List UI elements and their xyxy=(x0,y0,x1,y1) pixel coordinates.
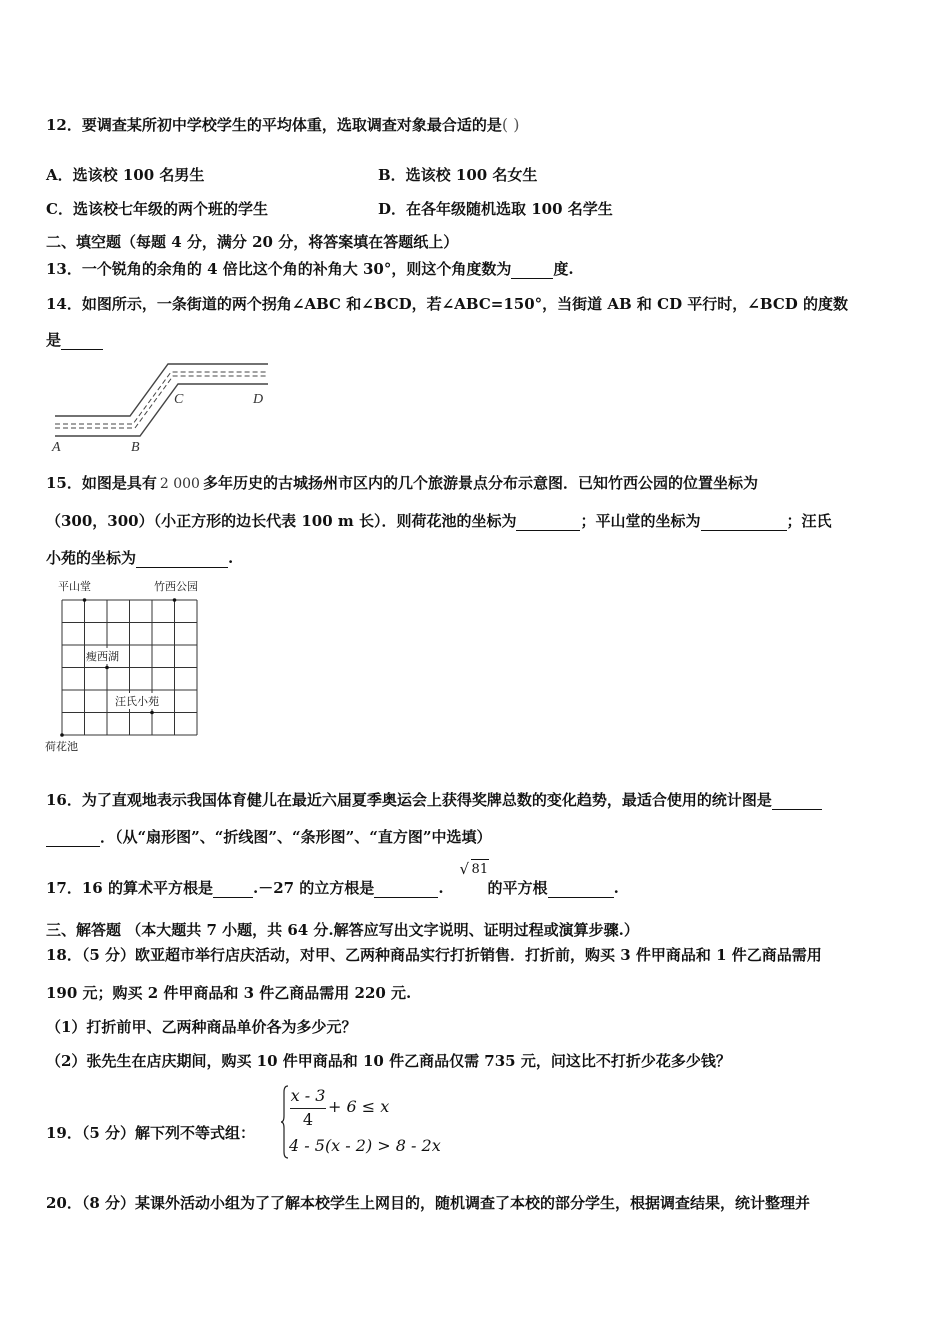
q14-line1: 14．如图所示，一条街道的两个拐角∠ABC 和∠BCD，若∠ABC=150°，当街道 AB 和 CD 平行时，∠BCD 的度数 xyxy=(46,295,848,313)
point-shouxihu xyxy=(105,666,109,670)
q17-b: .－27 的立方根是 xyxy=(252,879,375,897)
q15-line2 xyxy=(46,511,832,531)
section-3-heading: 三、解答题 （本大题共 7 小题，共 64 分.解答应写出文字说明、证明过程或演算步骤.） xyxy=(46,921,639,939)
section-2-heading: 二、填空题（每题 4 分，满分 20 分，将答案填在答题纸上） xyxy=(46,233,459,251)
q17-e: . xyxy=(613,879,619,897)
label-wangshi: 汪氏小苑 xyxy=(115,695,159,708)
point-pingshantang xyxy=(83,598,87,602)
label-d: D xyxy=(253,392,264,407)
q17-blank-2[interactable] xyxy=(374,881,438,898)
q15-line2-c: ；汪氏 xyxy=(786,512,832,530)
q14-blank[interactable] xyxy=(61,333,103,350)
q12-option-b: B．选该校 100 名女生 xyxy=(378,166,538,184)
q20-line1: 20．（8 分）某课外活动小组为了了解本校学生上网目的，随机调查了本校的部分学生，根据调查结果，统计整理并 xyxy=(46,1194,811,1212)
q19-label: 19．（5 分）解下列不等式组： xyxy=(46,1124,256,1142)
q12-answer-paren: ( ) xyxy=(501,115,520,134)
q12-option-c: C．选该校七年级的两个班的学生 xyxy=(46,200,268,218)
street-upper-edge xyxy=(55,364,268,416)
q17 xyxy=(46,860,619,898)
q16-line2 xyxy=(46,827,492,847)
q15-blank-wangshi[interactable] xyxy=(136,551,228,568)
q13-text: 13．一个锐角的余角的 4 倍比这个角的补角大 30°，则这个角度数为 xyxy=(46,260,512,278)
q15-blank-hehuachi[interactable] xyxy=(516,514,580,531)
q16-line1 xyxy=(46,790,822,810)
q15-line1 xyxy=(46,473,758,494)
label-hehuachi: 荷花池 xyxy=(45,740,78,753)
q15-line3 xyxy=(46,548,233,568)
point-wangshi xyxy=(150,711,154,715)
q17-blank-1[interactable] xyxy=(213,881,253,898)
sqrt-81 xyxy=(444,860,489,893)
label-zhuxi: 竹西公园 xyxy=(154,580,198,593)
q15-years: 2 000 xyxy=(159,476,200,492)
q18-line2: 190 元；购买 2 件甲商品和 3 件乙商品需用 220 元. xyxy=(46,984,412,1002)
q18-sub1: （1）打折前甲、乙两种商品单价各为多少元？ xyxy=(46,1018,357,1036)
q16-line2-text: ．（从“扇形图”、“折线图”、“条形图”、“直方图”中选填） xyxy=(100,828,492,846)
q12-option-a: A．选该校 100 名男生 xyxy=(46,166,205,184)
q15-line1-pre: 15．如图是具有 xyxy=(46,474,157,492)
q16-blank-part2[interactable] xyxy=(46,830,100,847)
fraction-numerator: x - 3 xyxy=(290,1086,326,1105)
q12-option-d: D．在各年级随机选取 100 名学生 xyxy=(378,200,613,218)
q13 xyxy=(46,259,574,279)
point-zhuxi xyxy=(173,598,177,602)
q17-c: . xyxy=(438,879,444,897)
q18-sub2: （2）张先生在店庆期间，购买 10 件甲商品和 10 件乙商品仅需 735 元，问这比不打折少花多少钱？ xyxy=(46,1052,731,1070)
q17-a: 17．16 的算术平方根是 xyxy=(46,879,213,897)
q12-stem xyxy=(46,115,519,135)
q13-tail: 度. xyxy=(553,260,574,278)
q16-line1-text: 16．为了直观地表示我国体育健儿在最近六届夏季奥运会上获得奖牌总数的变化趋势，最适合使用的统计图是 xyxy=(46,791,772,809)
point-hehuachi xyxy=(60,733,64,737)
street-figure xyxy=(50,358,275,455)
inequality-2: 4 - 5(x - 2) > 8 - 2x xyxy=(289,1136,441,1155)
q13-blank[interactable] xyxy=(511,262,553,279)
q14-line2 xyxy=(46,330,103,350)
map-grid xyxy=(44,576,214,758)
inequality-1-rest: + 6 ≤ x xyxy=(328,1097,390,1116)
fraction-bar xyxy=(290,1108,326,1109)
q15-line1-post: 多年历史的古城扬州市区内的几个旅游景点分布示意图．已知竹西公园的位置坐标为 xyxy=(202,474,758,492)
radical-sign: √ xyxy=(459,860,470,878)
scenic-map xyxy=(44,576,214,758)
label-c: C xyxy=(174,392,184,407)
q15-line3-pre: 小苑的坐标为 xyxy=(46,549,137,567)
inequality-system xyxy=(280,1084,460,1160)
label-b: B xyxy=(131,440,140,455)
label-a: A xyxy=(52,440,61,455)
fraction-denominator: 4 xyxy=(302,1110,314,1129)
q17-d: 的平方根 xyxy=(487,879,548,897)
q15-line3-post: . xyxy=(228,549,234,567)
label-shouxihu: 瘦西湖 xyxy=(86,650,119,663)
radicand: 81 xyxy=(471,859,490,880)
q17-blank-3[interactable] xyxy=(548,881,614,898)
q12-stem-text: 12．要调查某所初中学校学生的平均体重，选取调查对象最合适的是 xyxy=(46,116,502,134)
label-pingshantang: 平山堂 xyxy=(58,580,91,593)
q14-line2-text: 是 xyxy=(46,331,62,349)
q15-line2-a: （300，300）（小正方形的边长代表 100 m 长）．则荷花池的坐标为 xyxy=(46,512,517,530)
q18-line1: 18．（5 分）欧亚超市举行店庆活动，对甲、乙两种商品实行打折销售．打折前，购买 3 件甲商品和 1 件乙商品需用 xyxy=(46,946,822,964)
q16-blank-part1[interactable] xyxy=(772,793,822,810)
q15-blank-pingshantang[interactable] xyxy=(701,514,787,531)
q15-line2-b: ；平山堂的坐标为 xyxy=(580,512,701,530)
